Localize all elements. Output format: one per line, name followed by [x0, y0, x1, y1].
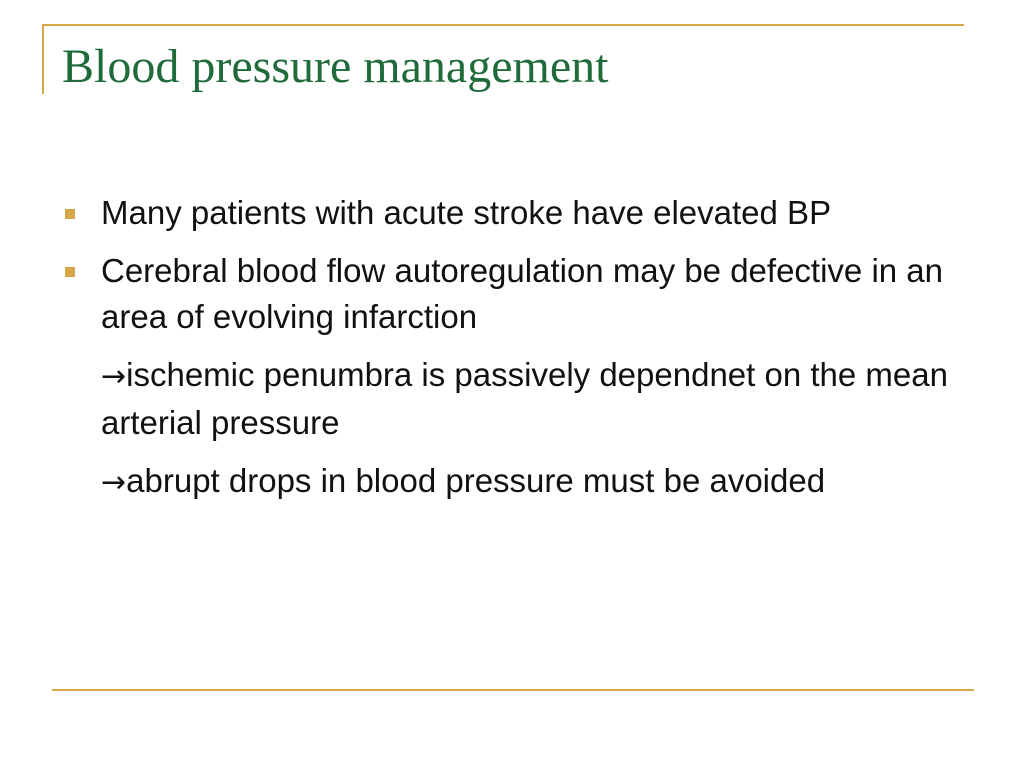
right-arrow-icon: →: [101, 465, 127, 500]
list-item-text: Cerebral blood flow autoregulation may be defective in an area of evolving infarction: [101, 252, 944, 335]
list-item: [62, 352, 982, 446]
list-item: [62, 458, 982, 506]
square-bullet-icon: [65, 267, 75, 277]
list-item-text: ischemic penumbra is passively dependnet on the mean arterial pressure: [101, 356, 948, 441]
top-rule: [42, 24, 964, 26]
list-item-text: abrupt drops in blood pressure must be avoided: [126, 462, 826, 499]
list-item: [62, 190, 982, 236]
bullet-list: [62, 190, 982, 518]
list-item-text: Many patients with acute stroke have elevated BP: [101, 194, 832, 231]
square-bullet-icon: [65, 209, 75, 219]
list-item: [62, 248, 982, 340]
bottom-rule: [52, 689, 974, 691]
left-rule: [42, 24, 44, 94]
right-arrow-icon: →: [101, 359, 127, 394]
slide-title: Blood pressure management: [62, 40, 609, 93]
